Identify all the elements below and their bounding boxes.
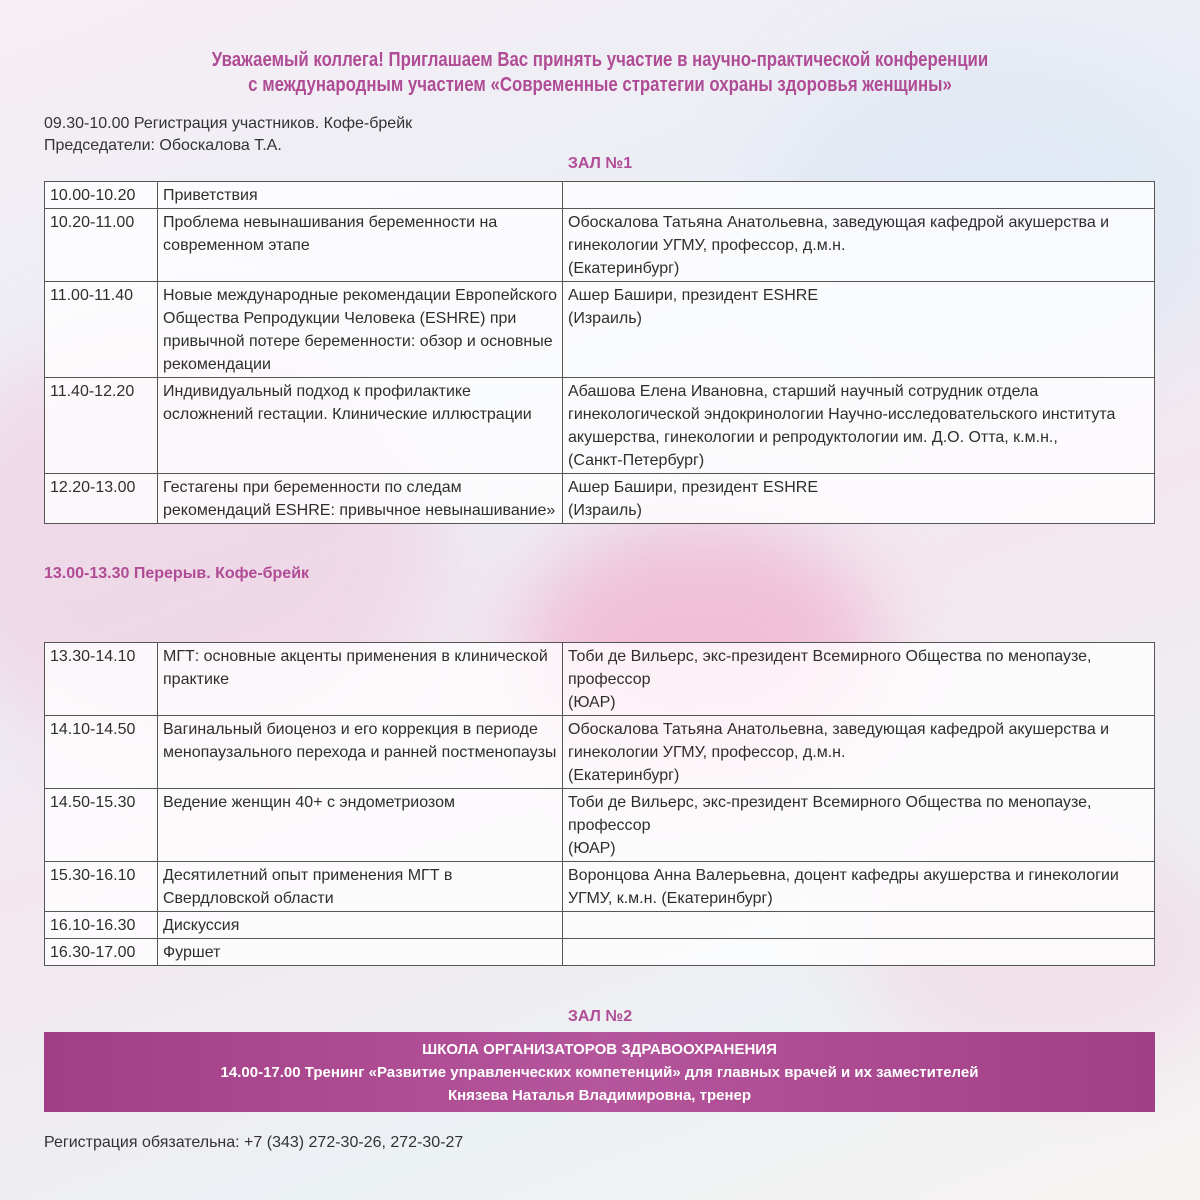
speaker-name: Ашер Башири, президент ESHRE [568, 287, 818, 304]
speaker-name: Воронцова Анна Валерьевна, доцент кафедры акушерства и гинекологии УГМУ, к.м.н. (Екатеринбург) [568, 867, 1119, 907]
speaker-name: Обоскалова Татьяна Анатольевна, заведующая кафедрой акушерства и гинекологии УГМУ, профессор, д.м.н. [568, 721, 1110, 761]
time-cell: 10.00-10.20 [45, 182, 158, 209]
speaker-cell [563, 182, 1155, 209]
topic-cell: МГТ: основные акценты применения в клинической практике [158, 643, 563, 716]
speaker-city: (Екатеринбург) [568, 767, 680, 784]
school-trainer: Князева Наталья Владимировна, тренер [447, 1086, 752, 1104]
time-cell: 11.00-11.40 [45, 282, 158, 378]
speaker-name: Абашова Елена Ивановна, старший научный сотрудник отдела гинекологической эндокринологии Научно-исследовательского института акушерства, гинекологии и репродуктологии им. Д.О. Отта, к.м.н., [568, 383, 1116, 446]
schedule-table-hall1 [44, 181, 1155, 524]
time-cell: 16.10-16.30 [45, 912, 158, 939]
intro-block [44, 113, 412, 157]
speaker-cell [563, 862, 1155, 912]
speaker-name: Ашер Башири, президент ESHRE [568, 479, 818, 496]
topic-cell: Проблема невынашивания беременности на современном этапе [158, 209, 563, 282]
topic-cell: Вагинальный биоценоз и его коррекция в периоде менопаузального перехода и ранней постменопаузы [158, 716, 563, 789]
table-row [45, 643, 1155, 716]
topic-cell: Ведение женщин 40+ с эндометриозом [158, 789, 563, 862]
page-title: Уважаемый коллега! Приглашаем Вас принять участие в научно-практической конференции с международным участием «Современные стратегии охраны здоровья женщины» [211, 49, 989, 96]
time-cell: 13.30-14.10 [45, 643, 158, 716]
speaker-city: (Израиль) [568, 310, 642, 327]
table-row [45, 182, 1155, 209]
speaker-cell [563, 378, 1155, 474]
speaker-cell [563, 282, 1155, 378]
table-row [45, 378, 1155, 474]
table-row [45, 789, 1155, 862]
table-row [45, 282, 1155, 378]
table-row [45, 474, 1155, 524]
speaker-cell [563, 939, 1155, 966]
topic-cell: Гестагены при беременности по следам рекомендаций ESHRE: привычное невынашивание» [158, 474, 563, 524]
break-label: 13.00-13.30 Перерыв. Кофе-брейк [44, 565, 310, 582]
chairs-line: Председатели: Обоскалова Т.А. [44, 137, 282, 154]
speaker-cell [563, 209, 1155, 282]
speaker-cell [563, 474, 1155, 524]
time-cell: 14.10-14.50 [45, 716, 158, 789]
speaker-name: Тоби де Вильерс, экс-президент Всемирного Общества по менопаузе, профессор [568, 794, 1092, 834]
speaker-city: (ЮАР) [568, 694, 616, 711]
topic-cell: Десятилетний опыт применения МГТ в Свердловской области [158, 862, 563, 912]
time-cell: 10.20-11.00 [45, 209, 158, 282]
time-cell: 15.30-16.10 [45, 862, 158, 912]
topic-cell: Новые международные рекомендации Европейского Общества Репродукции Человека (ESHRE) при привычной потере беременности: обзор и основные рекомендации [158, 282, 563, 378]
school-banner [44, 1032, 1155, 1112]
topic-cell: Дискуссия [158, 912, 563, 939]
table-row [45, 912, 1155, 939]
speaker-cell [563, 643, 1155, 716]
registration-note: Регистрация обязательна: +7 (343) 272-30-26, 272-30-27 [44, 1134, 464, 1151]
speaker-name: Тоби де Вильерс, экс-президент Всемирного Общества по менопаузе, профессор [568, 648, 1092, 688]
topic-cell: Фуршет [158, 939, 563, 966]
speaker-city: (Екатеринбург) [568, 260, 680, 277]
school-training: 14.00-17.00 Тренинг «Развитие управленческих компетенций» для главных врачей и их заместителей [220, 1063, 979, 1081]
hall1-label: ЗАЛ №1 [567, 155, 633, 172]
schedule-table-afternoon [44, 642, 1155, 966]
time-cell: 11.40-12.20 [45, 378, 158, 474]
table-row [45, 862, 1155, 912]
school-title: ШКОЛА ОРГАНИЗАТОРОВ ЗДРАВООХРАНЕНИЯ [422, 1040, 777, 1058]
time-cell: 14.50-15.30 [45, 789, 158, 862]
speaker-cell [563, 716, 1155, 789]
topic-cell: Индивидуальный подход к профилактике осложнений гестации. Клинические иллюстрации [158, 378, 563, 474]
time-cell: 16.30-17.00 [45, 939, 158, 966]
speaker-city: (Израиль) [568, 502, 642, 519]
hall2-label: ЗАЛ №2 [567, 1008, 633, 1025]
table-row [45, 209, 1155, 282]
speaker-cell [563, 789, 1155, 862]
registration-line: 09.30-10.00 Регистрация участников. Кофе-брейк [44, 115, 413, 132]
speaker-city: (Санкт-Петербург) [568, 452, 705, 469]
speaker-city: (ЮАР) [568, 840, 616, 857]
topic-cell: Приветствия [158, 182, 563, 209]
speaker-name: Обоскалова Татьяна Анатольевна, заведующая кафедрой акушерства и гинекологии УГМУ, профессор, д.м.н. [568, 214, 1110, 254]
time-cell: 12.20-13.00 [45, 474, 158, 524]
speaker-cell [563, 912, 1155, 939]
table-row [45, 716, 1155, 789]
table-row [45, 939, 1155, 966]
